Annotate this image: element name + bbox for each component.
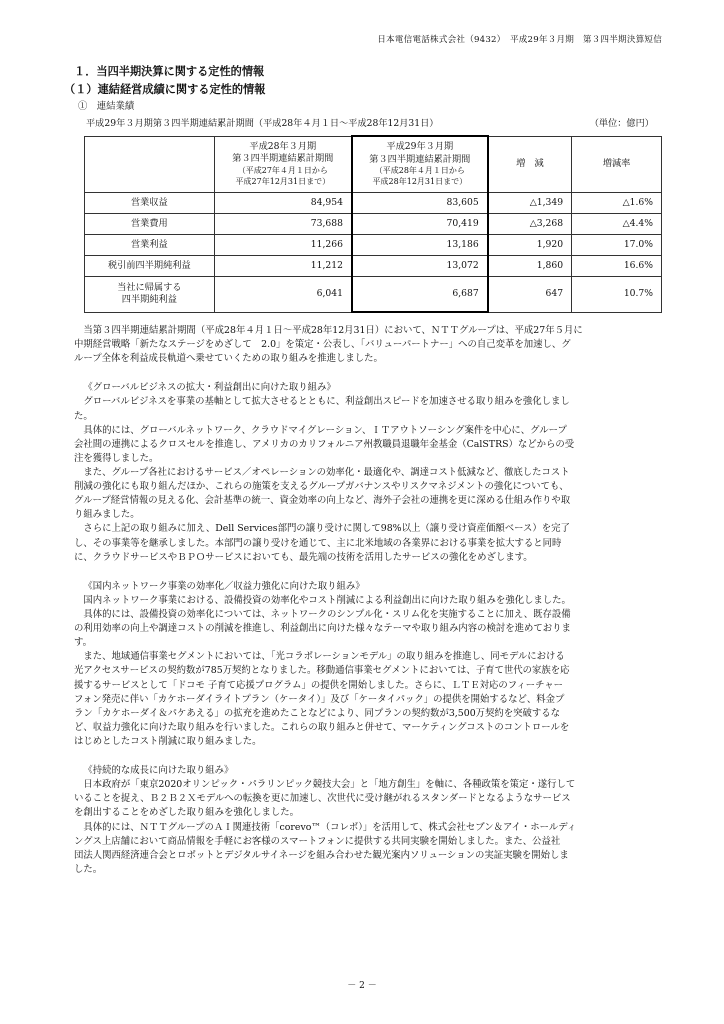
section-title: １．当四半期決算に関する定性的情報: [74, 65, 265, 78]
paragraph: [74, 594, 664, 608]
paragraph: [74, 821, 664, 877]
current-value: 83,605: [352, 193, 488, 214]
prev-value: 6,041: [214, 277, 352, 313]
prev-value: 73,688: [214, 214, 352, 235]
current-value: 13,186: [352, 235, 488, 256]
text-line: さらに上記の取り組みに加え、Dell Services部門の譲り受けに関して98%以上（譲り受け資産価額ベース）を完了: [83, 523, 570, 535]
text-line: 具体的には、設備投資の効率化については、ネットワークのシンプル化・スリム化を実施することに加え、既存設備: [83, 608, 571, 620]
text-line: 団法人関西経済連合会とロボットとデジタルサイネージを組み合わせた観光案内ソリューションの実証実験を開始しま: [74, 849, 569, 861]
text-line: 国内ネットワーク事業における、設備投資の効率化やコスト削減による利益創出に向けた取り組みを強化しました。: [83, 594, 571, 606]
text-line: 会社間の連携によるクロスセルを推進し、アメリカのカリフォルニア州教職員退職年金基金（CalSTRS）などからの受: [74, 438, 575, 450]
current-value: 70,419: [352, 214, 488, 235]
text-line: 当第３四半期連結累計期間（平成28年４月１日～平成28年12月31日）において、ＮＴＴグループは、平成27年５月に: [83, 325, 583, 336]
page-number: － 2 －: [347, 981, 377, 991]
current-value: 6,687: [352, 277, 488, 313]
body-text: [74, 324, 664, 877]
header-sub-text: （平成28年４月１日から 平成28年12月31日まで）: [372, 166, 468, 186]
change-value: △3,268: [488, 214, 572, 235]
change-rate-value: 16.6%: [572, 256, 662, 277]
text-line: す。: [74, 637, 92, 649]
text-line: り組みました。: [74, 509, 140, 521]
paragraph: [74, 608, 664, 650]
table-row: [85, 214, 662, 235]
change-rate-value: 10.7%: [572, 277, 662, 313]
text-line: 具体的には、ＮＴＴグループのＡＩ関連技術「corevo™（コレボ）」を活用して、株式会社セブン＆アイ・ホールディ: [83, 821, 577, 833]
table-row: [85, 193, 662, 214]
header-current-period: [352, 136, 488, 193]
text-line: た。: [74, 410, 93, 422]
change-value: 1,920: [488, 235, 572, 256]
table-row: [85, 256, 662, 277]
text-line: ど、収益力強化に向けた取り組みを行いました。これらの取り組みと併せて、マーケティングコストのコントロールを: [74, 721, 570, 733]
text-line: グループ経営情報の見える化、会計基準の統一、資金効率の向上など、海外子会社の連携を更に深める仕組み作りや取: [74, 495, 571, 507]
text-line: を創出することをめざした取り組みを強化しました。: [74, 807, 300, 819]
change-value: △1,349: [488, 193, 572, 214]
prev-value: 11,266: [214, 235, 352, 256]
results-table: [84, 135, 662, 313]
paragraph: [74, 522, 664, 564]
header-main-text: 増減率: [602, 158, 631, 170]
paragraph: [74, 324, 664, 366]
change-rate-value: △4.4%: [572, 214, 662, 235]
text-line: 日本政府が「東京2020オリンピック・パラリンピック競技大会」と「地方創生」を軸に、各種政策を策定・遂行して: [83, 779, 576, 791]
text-line: はじめとしたコスト削減に取り組みました。: [74, 735, 262, 747]
header-main-text: 平成29年３月期 第３四半期連結累計期間: [369, 141, 471, 165]
change-rate-value: △1.6%: [572, 193, 662, 214]
text-line: した。: [74, 863, 103, 875]
period-label: 平成29年３月期第３四半期連結累計期間（平成28年４月１日～平成28年12月31日）: [86, 118, 439, 129]
subheading: [74, 381, 664, 395]
text-line: 援するサービスとして「ドコモ 子育て応援プログラム」の提供を開始しました。さらに、ＬＴＥ対応のフィーチャー: [74, 679, 563, 691]
row-label: 税引前四半期純利益: [85, 256, 215, 277]
prev-value: 11,212: [214, 256, 352, 277]
header-change-rate: [572, 136, 662, 193]
text-line: いることを捉え、Ｂ２Ｂ２Ｘモデルへの転換を更に加速し、次世代に受け継がれるスタンダードとなるようなサービス: [74, 793, 571, 805]
header-change: [488, 136, 572, 193]
subheading: [74, 764, 664, 778]
row-label: 営業収益: [85, 193, 215, 214]
subheading: [74, 580, 664, 594]
row-label: 当社に帰属する 四半期純利益: [85, 277, 215, 313]
text-line: 注を獲得しました。: [74, 452, 159, 464]
table-row: [85, 235, 662, 256]
header-main-text: 増 減: [516, 158, 544, 170]
current-value: 13,072: [352, 256, 488, 277]
text-line: の利用効率の向上や調達コストの削減を推進し、利益創出に向けた様々なテーマや取り組み内容の検討を進めておりま: [74, 623, 571, 635]
table-header-row: [85, 136, 662, 193]
text-line: グローバルビジネスを事業の基軸として拡大させるとともに、利益創出スピードを加速させる取り組みを強化しまし: [83, 396, 570, 408]
text-line: ループ全体を利益成長軌道へ乗せていくための取り組みを推進しました。: [74, 353, 383, 365]
paragraph: [74, 778, 664, 820]
text-line: また、地域通信事業セグメントにおいては、「光コラボレーションモデル」の取り組みを推進し、同モデルにおける: [83, 651, 565, 663]
text-line: 《国内ネットワーク事業の効率化／収益力強化に向けた取り組み》: [83, 580, 365, 592]
text-line: フォン発売に伴い「カケホーダイライトプラン（ケータイ）」及び「ケータイパック」の提供を開始するなど、料金プ: [74, 693, 565, 705]
header-main-text: 平成28年３月期 第３四半期連結累計期間: [232, 141, 334, 165]
text-line: ングス上店舗において商品情報を手軽にお客様のスマートフォンに提供する共同実験を開始しました。また、公益社: [74, 835, 561, 847]
subsection-title: （１）連結経営成績に関する定性的情報: [64, 83, 266, 96]
text-line: ラン「カケホーダイ＆パケあえる」の拡充を進めたことなどにより、同プランの契約数が3,500万契約を突破するな: [74, 707, 561, 719]
change-value: 1,860: [488, 256, 572, 277]
unit-label: （単位：億円）: [589, 118, 654, 129]
paragraph: [74, 424, 664, 466]
row-label: 営業利益: [85, 235, 215, 256]
change-rate-value: 17.0%: [572, 235, 662, 256]
paragraph: [74, 395, 664, 423]
text-line: に、クラウドサービスやＢＰＯサービスにおいても、最先端の技術を活用したサービスの強化をめざします。: [74, 551, 533, 563]
row-label: 営業費用: [85, 214, 215, 235]
table-row: [85, 277, 662, 313]
text-line: 具体的には、グローバルネットワーク、クラウドマイグレーション、ＩＴアウトソーシング案件を中心に、グループ: [83, 424, 567, 436]
document-header: 日本電信電話株式会社（9432） 平成29年３月期 第３四半期決算短信: [377, 35, 662, 45]
text-line: 光アクセスサービスの契約数が785万契約となりました。移動通信事業セグメントにおいては、子育て世代の家族を応: [74, 665, 570, 677]
header-sub-text: （平成27年４月１日から 平成27年12月31日まで）: [235, 165, 331, 186]
text-line: 《持続的な成長に向けた取り組み》: [83, 765, 234, 777]
item-title: ① 連結業績: [78, 101, 135, 112]
paragraph: [74, 650, 664, 749]
text-line: 《グローバルビジネスの拡大・利益創出に向けた取り組み》: [83, 382, 336, 394]
text-line: し、その事業等を継承しました。本部門の譲り受けを通じて、主に北米地域の各業界における事業を拡大すると同時: [74, 537, 562, 549]
change-value: 647: [488, 277, 572, 313]
header-blank: [85, 136, 215, 193]
text-line: 中期経営戦略「新たなステージをめざして 2.0」を策定・公表し、「バリューパートナー」への自己変革を加速し、グ: [74, 339, 571, 351]
header-prev-period: [214, 136, 352, 193]
text-line: 削減の強化にも取り組んだほか、これらの施策を支えるグループガバナンスやリスクマネジメントの強化についても、: [74, 481, 569, 493]
text-line: また、グループ各社におけるサービス／オペレーションの効率化・最適化や、調達コスト低減など、徹底したコスト: [83, 466, 570, 478]
paragraph: [74, 466, 664, 522]
prev-value: 84,954: [214, 193, 352, 214]
